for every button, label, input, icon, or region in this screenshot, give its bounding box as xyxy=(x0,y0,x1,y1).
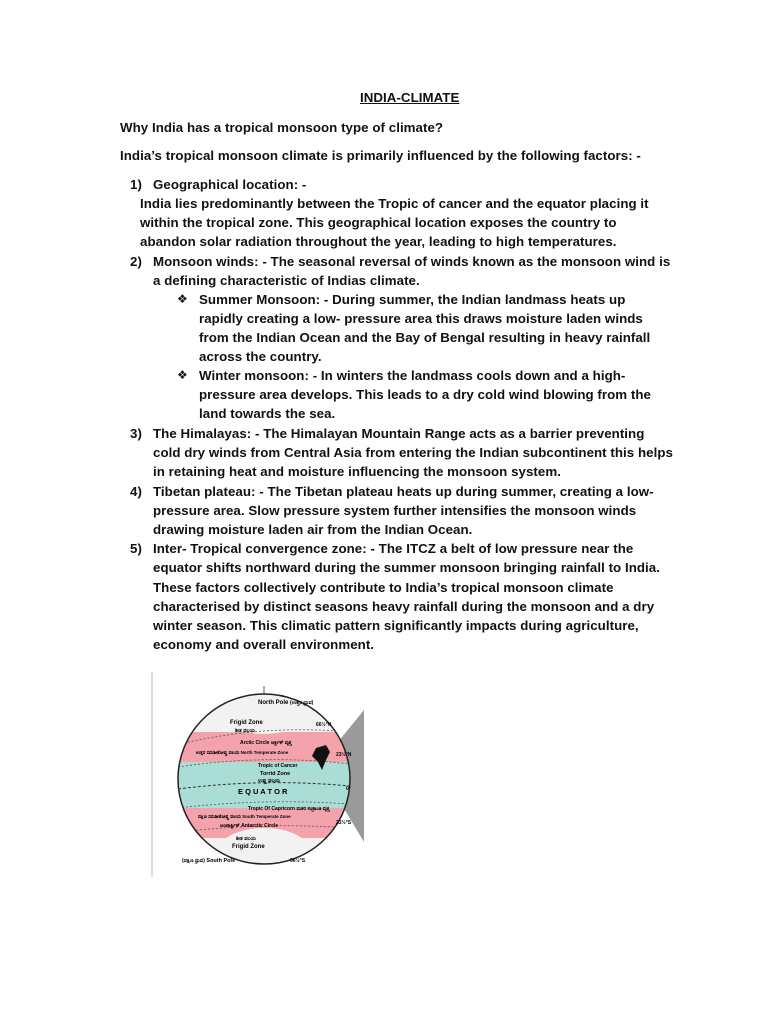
latitude-0-label: 0° xyxy=(346,786,351,792)
bullet-text-line: across the country. xyxy=(199,349,322,364)
item-text-line: Monsoon winds: - The seasonal reversal of winds known as the monsoon wind is xyxy=(153,254,671,269)
item-text-line: Inter- Tropical convergence zone: - The ITCZ a belt of low pressure near the xyxy=(153,541,634,556)
item-text-line: equator shifts northward during the summer monsoon bringing rainfall to India. xyxy=(153,560,660,575)
list-number: 3) xyxy=(130,426,142,441)
item-text-line: The Himalayas: - The Himalayan Mountain Range acts as a barrier preventing xyxy=(153,426,645,441)
south-pole-label: (ದಕ್ಷಿಣ ಧ್ರುವ) South Pole xyxy=(182,858,236,864)
list-number: 4) xyxy=(130,484,142,499)
list-number: 2) xyxy=(130,254,142,269)
item-text-line: a defining characteristic of Indias climate. xyxy=(153,273,420,288)
torrid-zone-local-label: ಉಷ್ಣ ವಲಯ xyxy=(258,778,280,784)
latitude-23n-label: 23½°N xyxy=(336,752,352,758)
item-text-line: These factors collectively contribute to India’s tropical monsoon climate xyxy=(153,580,614,595)
item-text-line: winter season. This climatic pattern significantly impacts during agriculture, xyxy=(153,618,639,633)
question-heading: Why India has a tropical monsoon type of climate? xyxy=(120,120,444,135)
north-temperate-label: ಉತ್ತರ ಸಮಶೀತೋಷ್ಣ ವಲಯ North Temperate Zone xyxy=(196,750,289,755)
item-text-line: Tibetan plateau: - The Tibetan plateau heats up during summer, creating a low- xyxy=(153,484,654,499)
latitude-66n-label: 66½°N xyxy=(316,722,332,728)
latitude-23s-label: 23½°S xyxy=(336,820,352,826)
frigid-zone-top-label: Frigid Zone xyxy=(230,720,263,726)
tropic-cancer-label: Tropic of Cancer xyxy=(258,763,298,769)
item-text-line: drawing moisture laden air from the Indian Ocean. xyxy=(153,522,473,537)
item-text-line: economy and overall environment. xyxy=(153,637,375,652)
climate-zones-diagram xyxy=(150,672,380,877)
intro-paragraph: India’s tropical monsoon climate is primarily influenced by the following factors: - xyxy=(120,148,641,163)
item-text-line: Geographical location: - xyxy=(153,177,307,192)
frigid-zone-top-local-label: ಶೀತ ವಲಯ xyxy=(235,728,256,734)
item-text-line: India lies predominantly between the Tropic of cancer and the equator placing it xyxy=(140,196,649,211)
arctic-circle-label: Arctic Circle ಆರ್ಕ್ಟಿಕ್ ವೃತ್ತ xyxy=(240,740,292,746)
item-text-line: characterised by distinct seasons heavy rainfall during the monsoon and a dry xyxy=(153,599,655,614)
equator-label: E Q U A T O R xyxy=(238,787,288,796)
list-number: 5) xyxy=(130,541,142,556)
bullet-text-line: Summer Monsoon: - During summer, the Indian landmass heats up xyxy=(199,292,626,307)
latitude-66s-label: 66½°S xyxy=(290,858,306,864)
item-text-line: in retaining heat and moisture influencing the monsoon system. xyxy=(153,464,561,479)
bullet-text-line: pressure area develops. This leads to a dry cold wind blowing from the xyxy=(199,387,652,402)
item-text-line: abandon solar radiation throughout the year, leading to high temperatures. xyxy=(140,234,617,249)
south-temperate-label: ದಕ್ಷಿಣ ಸಮಶೀತೋಷ್ಣ ವಲಯ South Temperate Zone xyxy=(198,814,291,819)
bullet-text-line: from the Indian Ocean and the Bay of Bengal resulting in heavy rainfall xyxy=(199,330,651,345)
torrid-zone-label: Torrid Zone xyxy=(260,771,291,777)
bullet-text-line: Winter monsoon: - In winters the landmass cools down and a high- xyxy=(199,368,626,383)
north-pole-label: North Pole (ಉತ್ತರ ಧ್ರುವ) xyxy=(258,700,314,706)
diamond-bullet-icon: ❖ xyxy=(177,292,188,306)
south-cap xyxy=(219,828,309,872)
item-text-line: pressure area. Slow pressure system further intensifies the monsoon winds xyxy=(153,503,637,518)
bullet-text-line: rapidly creating a low- pressure area this draws moisture laden winds xyxy=(199,311,643,326)
frigid-zone-bottom-local-label: ಶೀತ ವಲಯ xyxy=(236,836,257,842)
diamond-bullet-icon: ❖ xyxy=(177,368,188,382)
item-text-line: within the tropical zone. This geographical location exposes the country to xyxy=(140,215,617,230)
document-title: INDIA-CLIMATE xyxy=(360,90,460,105)
item-text-line: cold dry winds from Central Asia from entering the Indian subcontinent this helps xyxy=(153,445,673,460)
bullet-text-line: land towards the sea. xyxy=(199,406,336,421)
list-number: 1) xyxy=(130,177,142,192)
antarctic-circle-label: ಅಂಟಾರ್ಕ್ಟಿಕ್ Antarctic Circle xyxy=(220,823,279,829)
frigid-zone-bottom-label: Frigid Zone xyxy=(232,844,265,850)
tropic-capricorn-label: Tropic Of Capricorn ಮಕರ ಸಂಕ್ರಾಂತಿ ವೃತ್ತ xyxy=(248,806,330,812)
